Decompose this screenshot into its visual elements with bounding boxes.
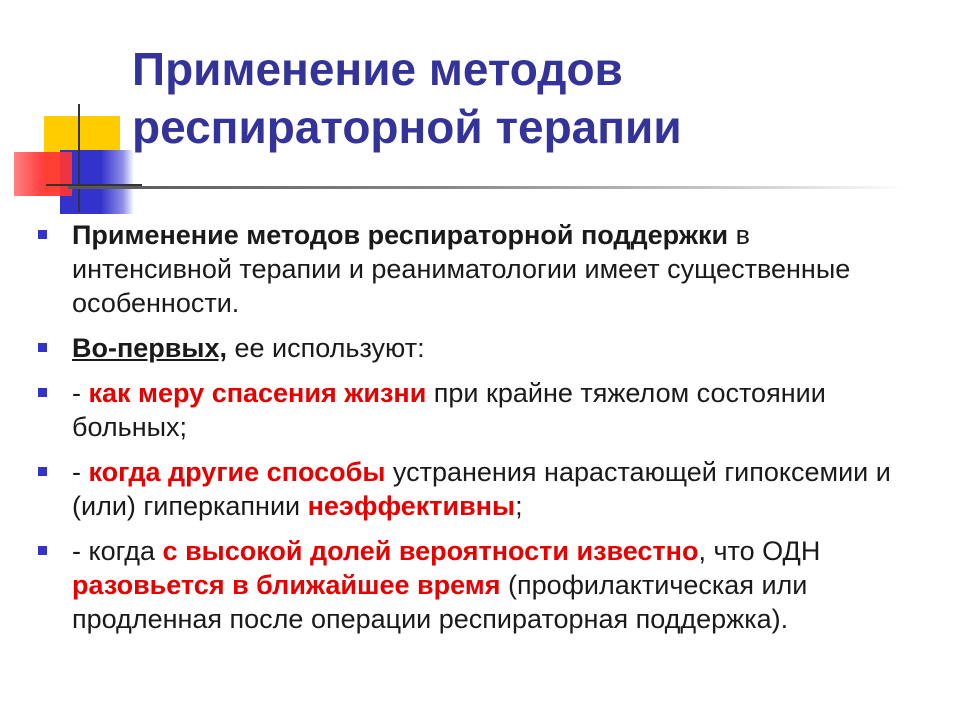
bullet-5-text: , что ОДН: [698, 536, 821, 566]
bullet-item-3: [38, 376, 898, 444]
bullet-5-emphasis-1: с высокой долей вероятности известно: [162, 536, 699, 566]
bullet-3-emphasis: как меру спасения жизни: [88, 378, 427, 408]
bullet-5-prefix: - когда: [72, 536, 163, 566]
bullet-item-5: [38, 534, 898, 636]
bullet-5-emphasis-2: разовьется в ближайшее время: [72, 570, 501, 600]
title-underline-rule: [68, 186, 908, 189]
bullet-list: [38, 218, 898, 647]
bullet-1-bold: Применение методов респираторной поддержки: [72, 220, 729, 250]
square-bullet-icon: [38, 388, 47, 397]
bullet-4-prefix: -: [72, 457, 89, 487]
bullet-item-2: [38, 331, 898, 365]
slide-title-line-2: респираторной терапии: [132, 101, 682, 153]
square-bullet-icon: [38, 546, 47, 555]
bullet-1-text: в интенсивной терапии и реаниматологии имеет существенные особенности.: [72, 220, 851, 318]
square-bullet-icon: [38, 467, 47, 476]
square-bullet-icon: [38, 230, 47, 239]
decor-vertical-line: [78, 104, 80, 212]
bullet-4-emphasis-2: неэффективны: [307, 491, 516, 521]
slide-title: [132, 40, 912, 156]
bullet-3-prefix: -: [72, 378, 89, 408]
bullet-4-end: ;: [515, 491, 523, 521]
bullet-item-4: [38, 455, 898, 523]
square-bullet-icon: [38, 343, 47, 352]
bullet-item-1: [38, 218, 898, 320]
bullet-4-text: устранения нарастающей гипоксемии и (или) гиперкапнии: [72, 457, 891, 521]
bullet-2-bold-underlined: Во-первых,: [72, 333, 227, 363]
slide-title-line-1: Применение методов: [132, 43, 623, 95]
bullet-2-text: ее используют:: [226, 333, 425, 363]
bullet-3-text: при крайне тяжелом состоянии больных;: [72, 378, 826, 442]
decor-red-square: [14, 152, 72, 196]
bullet-5-end: (профилактическая или продленная после операции респираторная поддержка).: [72, 570, 808, 634]
bullet-4-emphasis-1: когда другие способы: [88, 457, 386, 487]
